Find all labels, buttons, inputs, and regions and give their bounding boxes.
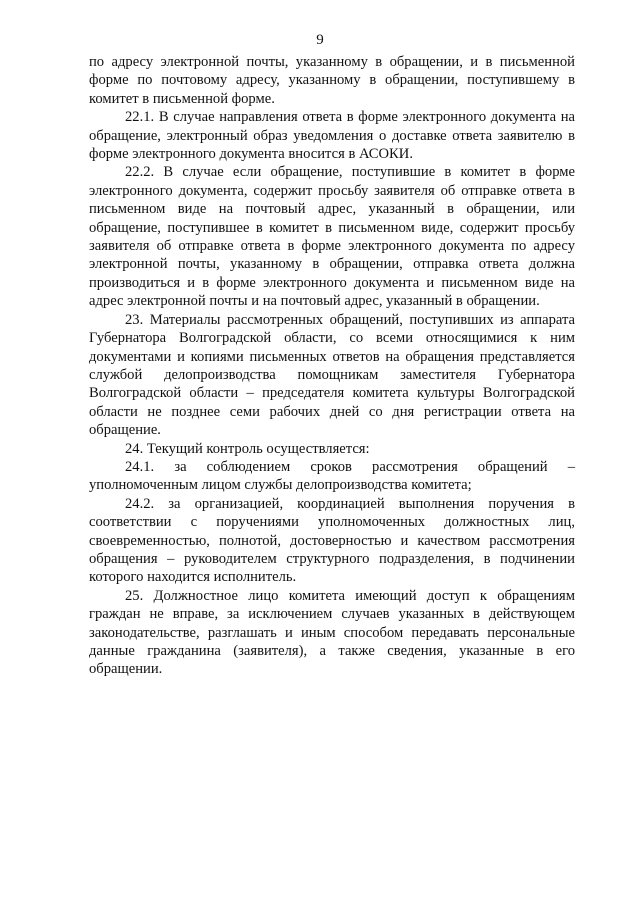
paragraph-22-2: 22.2. В случае если обращение, поступившие в комитет в форме электронного документа, содержит просьбу заявителя об отправке ответа в письменном виде на почтовый адрес, указанный в обращении, или обращение, поступившее в комитет в письменном виде, содержит просьбу заявителя об отправке ответа в форме электронного документа по адресу электронной почты, указанному в обращении, отправка ответа должна производиться и в форме электронного документа и письменном виде на адрес электронной почты и на почтовый адрес, указанный в обращении. <box>89 164 575 310</box>
document-body <box>89 53 575 679</box>
paragraph-22-1: 22.1. В случае направления ответа в форме электронного документа на обращение, электронный образ уведомления о доставке ответа заявителю в форме электронного документа вносится в АСОКИ. <box>89 109 575 163</box>
paragraph-24-2: 24.2. за организацией, координацией выполнения поручения в соответствии с поручениями уполномоченных должностных лиц, своевременностью, полнотой, достоверностью и качеством рассмотрения обращения – руководителем структурного подразделения, в подчинении которого находится исполнитель. <box>89 495 575 586</box>
paragraph-22-continuation: по адресу электронной почты, указанному в обращении, и в письменной форме по почтовому адресу, указанному в обращении, поступившему в комитет в письменной форме. <box>89 54 575 107</box>
paragraph-24: 24. Текущий контроль осуществляется: <box>125 440 370 457</box>
paragraph-24-1: 24.1. за соблюдением сроков рассмотрения обращений – уполномоченным лицом службы делопроизводства комитета; <box>89 458 575 494</box>
paragraph-25: 25. Должностное лицо комитета имеющий доступ к обращениям граждан не вправе, за исключением случаев указанных в действующем законодательстве, разглашать и иным способом передавать персональные данные гражданина (заявителя), а также сведения, указанные в его обращении. <box>89 587 575 678</box>
paragraph-23: 23. Материалы рассмотренных обращений, поступивших из аппарата Губернатора Волгоградской области, со всеми относящимися к ним документами и копиями письменных ответов на обращения представляется службой делопроизводства помощникам заместителя Губернатора Волгоградской области – председателя комитета культуры Волгоградской области не позднее семи рабочих дней со дня регистрации ответа на обращение. <box>89 311 575 439</box>
page-number: 9 <box>316 32 324 48</box>
